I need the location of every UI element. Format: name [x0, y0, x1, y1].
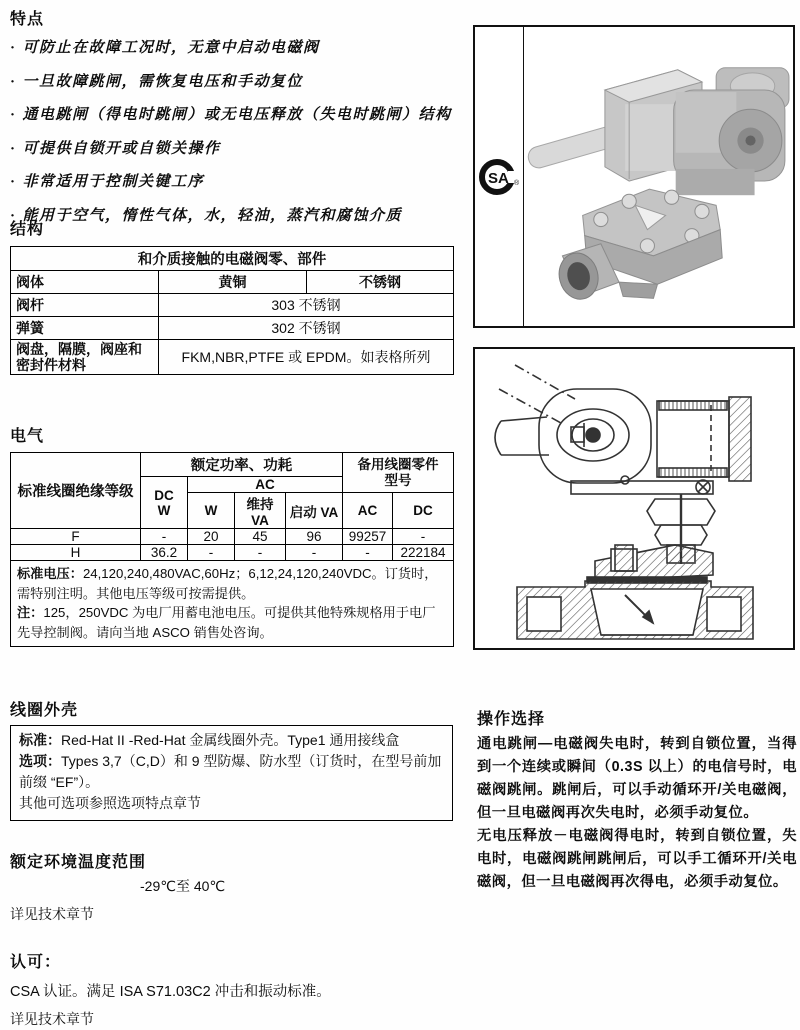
value-cell: 45	[235, 529, 286, 545]
value-cell: -	[343, 545, 393, 561]
spare-header-line1: 备用线圈零件	[357, 456, 439, 472]
insulation-header: 标准线圈绝缘等级	[11, 453, 141, 529]
standard-voltage-note	[17, 564, 447, 603]
note-text: 125，250VDC 为电厂用蓄电池电压。可提供其他特殊规格用于电厂先导控制阀。请向当地 ASCO 销售处咨询。	[17, 605, 436, 640]
temperature-see-also: 详见技术章节	[10, 906, 94, 922]
row-label: 阀杆	[11, 294, 159, 317]
section-approval	[10, 949, 455, 1029]
dc-watt-header	[141, 477, 188, 529]
approval-text: CSA 认证。满足 ISA S71.03C2 冲击和振动标准。	[10, 984, 331, 1000]
feature-item	[10, 137, 455, 158]
cell-brass: 黄铜	[159, 271, 307, 294]
drawing-area	[475, 349, 793, 648]
table-notes-row	[11, 561, 454, 647]
table-header-row	[11, 453, 454, 477]
dc-label: DC	[154, 487, 174, 503]
bullet-icon: ·	[10, 40, 17, 56]
coil-standard-line	[19, 730, 444, 751]
cell-stainless: 不锈钢	[307, 271, 454, 294]
note-text: Types 3,7（C,D）和 9 型防爆、防水型（订货时，在型号前加前缀 “EF”）。	[19, 753, 442, 790]
section-features	[10, 6, 455, 237]
temperature-heading: 额定环境温度范围	[10, 854, 147, 871]
temperature-range: -29℃至 40℃	[140, 878, 226, 894]
voltage-notes	[11, 561, 454, 647]
feature-text: 通电跳闸（得电时跳闸）或无电压释放（失电时跳闸）结构	[22, 107, 452, 123]
bullet-icon: ·	[10, 207, 17, 224]
value-cell: -	[286, 545, 343, 561]
spare-ac-header: AC	[343, 493, 393, 529]
cell-value: FKM,NBR,PTFE 或 EPDM。如表格所列	[159, 340, 454, 375]
inrush-va-header: 启动 VA	[286, 493, 343, 529]
table-row	[11, 317, 454, 340]
table-row	[11, 545, 454, 561]
cross-section-box	[473, 347, 795, 650]
ac-header: AC	[188, 477, 343, 493]
value-cell: -	[235, 545, 286, 561]
holding-va-header: 维持 VA	[235, 493, 286, 529]
feature-text: 非常适用于控制关键工序	[22, 174, 205, 190]
features-heading: 特点	[10, 11, 45, 28]
feature-text: 可提供自锁开或自锁关操作	[22, 140, 221, 157]
battery-voltage-note	[17, 603, 447, 642]
class-cell: F	[11, 529, 141, 545]
cell-value: 302 不锈钢	[159, 317, 454, 340]
table-row	[11, 529, 454, 545]
operation-heading: 操作选择	[477, 711, 546, 728]
spare-dc-header: DC	[393, 493, 454, 529]
value-cell: 99257	[343, 529, 393, 545]
feature-text: 能用于空气，惰性气体，水，轻油，蒸汽和腐蚀介质	[22, 207, 403, 224]
coil-housing-box	[10, 725, 453, 821]
csa-logo-icon	[478, 155, 520, 199]
row-label: 阀盘，隔膜，阀座和密封件材料	[11, 340, 159, 375]
operation-para-no-voltage-release: 无电压释放－电磁阀得电时，转到自锁位置，失电时，电磁阀跳闸跳闸后，可以手工循环开/关电磁阀，但一旦电磁阀再次得电，必须手动复位。	[477, 828, 797, 890]
operation-para-energize-trip: 通电跳闸—电磁阀失电时，转到自锁位置，当得到一个连续或瞬间（0.3S 以上）的电信号时，电磁阀跳闸。跳闸后，可以手动循环开/关电磁阀，但一旦电磁阀再次失电时，必须手动复位。	[477, 736, 797, 821]
dc-unit: W	[157, 502, 171, 518]
spare-header-line2: 型号	[384, 472, 412, 488]
construction-table-title: 和介质接触的电磁阀零、部件	[11, 247, 454, 271]
value-cell: -	[393, 529, 454, 545]
value-cell: -	[188, 545, 235, 561]
watt-header: W	[188, 493, 235, 529]
row-label: 弹簧	[11, 317, 159, 340]
note-text: 24,120,240,480VAC,60Hz；6,12,24,120,240VDC。订货时，需特别注明。其他电压等级可按需提供。	[17, 566, 438, 601]
coil-other-line: 其他可选项参照选项特点章节	[19, 795, 201, 811]
note-label: 标准电压：	[17, 566, 83, 581]
value-cell: 20	[188, 529, 235, 545]
note-label: 注：	[17, 605, 44, 620]
table-row	[11, 294, 454, 317]
construction-table	[10, 246, 454, 375]
photo-area	[524, 27, 793, 326]
product-photo-box	[473, 25, 795, 328]
table-row	[11, 340, 454, 375]
value-cell: -	[141, 529, 188, 545]
solenoid-valve-photo	[524, 27, 793, 326]
electrical-heading: 电气	[10, 428, 45, 445]
approval-heading: 认可：	[10, 954, 62, 971]
value-cell: 96	[286, 529, 343, 545]
section-coil-housing	[10, 697, 455, 821]
cell-value: 303 不锈钢	[159, 294, 454, 317]
note-label: 标准：	[19, 732, 61, 748]
registered-mark: ®	[514, 179, 520, 187]
value-cell: 222184	[393, 545, 454, 561]
value-cell: 36.2	[141, 545, 188, 561]
spare-header	[343, 453, 454, 493]
bullet-icon: ·	[10, 73, 17, 90]
construction-heading: 结构	[10, 221, 45, 238]
feature-text: 可防止在故障工况时，无意中启动电磁阀	[22, 40, 320, 56]
section-operation	[477, 706, 797, 894]
valve-cross-section-drawing	[475, 349, 793, 648]
bullet-icon: ·	[10, 174, 17, 190]
coil-housing-heading: 线圈外壳	[10, 702, 79, 719]
feature-item	[10, 36, 455, 57]
csa-panel	[475, 27, 524, 326]
section-construction	[10, 216, 455, 375]
table-row	[11, 271, 454, 294]
bullet-icon: ·	[10, 107, 17, 123]
section-electrical	[10, 423, 455, 647]
approval-see-also: 详见技术章节	[10, 1011, 94, 1027]
coil-options-line	[19, 751, 444, 793]
power-header: 额定功率、功耗	[141, 453, 343, 477]
section-temperature	[10, 849, 455, 924]
csa-letters: SA	[488, 169, 509, 187]
feature-item	[10, 70, 455, 91]
row-label: 阀体	[11, 271, 159, 294]
features-list	[10, 36, 455, 225]
bullet-icon: ·	[10, 140, 17, 157]
feature-text: 一旦故障跳闸，需恢复电压和手动复位	[22, 73, 304, 90]
note-label: 选项：	[19, 753, 61, 769]
class-cell: H	[11, 545, 141, 561]
note-text: Red-Hat II -Red-Hat 金属线圈外壳。Type1 通用接线盒	[61, 732, 400, 748]
feature-item	[10, 103, 455, 124]
electrical-table	[10, 452, 454, 647]
feature-item	[10, 170, 455, 191]
